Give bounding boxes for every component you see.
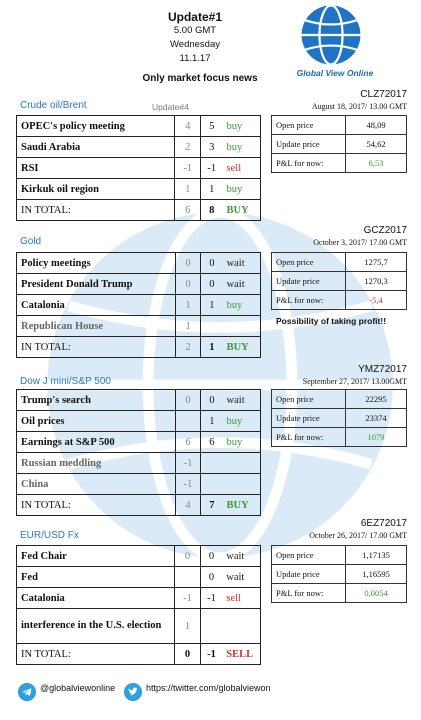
factor-prev: 1 — [175, 609, 200, 644]
total-row — [17, 495, 261, 516]
factor-action: buy — [223, 137, 261, 158]
crude-factor-table — [16, 115, 261, 221]
twitter-icon[interactable] — [124, 683, 142, 701]
factor-prev: 0 — [175, 546, 200, 567]
table-row — [17, 253, 261, 274]
price-key: Open price — [272, 253, 346, 272]
update-title: Update#1 — [167, 10, 223, 24]
factor-action — [223, 474, 261, 495]
table-row — [17, 390, 261, 411]
price-row — [272, 428, 407, 447]
factor-score — [201, 453, 223, 474]
price-value: 1270,3 — [346, 272, 407, 291]
price-row — [272, 409, 407, 428]
price-value: 48,09 — [346, 116, 407, 135]
factor-label: Fed — [17, 567, 175, 588]
factor-label: Russian meddling — [17, 453, 176, 474]
factor-action: sell — [222, 588, 260, 609]
section-title-dow: Dow J mini/S&P 500 — [20, 376, 111, 387]
telegram-icon[interactable] — [18, 683, 36, 701]
section-subtitle-crude: Update#4 — [152, 102, 189, 112]
table-row — [17, 588, 261, 609]
price-value: 23374 — [346, 409, 407, 428]
pnl-value: 6,53 — [346, 154, 407, 173]
price-row — [272, 291, 407, 310]
factor-prev: -1 — [175, 474, 200, 495]
total-score: -1 — [200, 644, 222, 665]
factor-prev: -1 — [175, 158, 200, 179]
price-key: Update price — [272, 135, 346, 154]
ticker-date-dow: September 27, 2017/ 13.00GMT — [302, 377, 407, 386]
price-key: Open price — [272, 116, 346, 135]
factor-score: 1 — [200, 179, 222, 200]
price-key: P&L for now: — [272, 154, 346, 173]
pnl-value: -5,4 — [346, 291, 407, 310]
factor-label: OPEC's policy meeting — [17, 116, 175, 137]
factor-label: Saudi Arabia — [17, 137, 175, 158]
factor-label: Catalonia — [17, 295, 176, 316]
price-row — [272, 584, 407, 603]
price-key: P&L for now: — [272, 291, 346, 310]
dow-price-table — [271, 389, 407, 447]
factor-label: President Donald Trump — [17, 274, 176, 295]
factor-score — [201, 316, 223, 337]
factor-label: Earnings at S&P 500 — [17, 432, 176, 453]
price-row — [272, 116, 407, 135]
factor-score: 0 — [201, 253, 223, 274]
factor-prev: 2 — [175, 137, 200, 158]
ticker-date-crude: August 18, 2017/ 13.00 GMT — [311, 102, 407, 111]
factor-action — [223, 316, 261, 337]
factor-label: Republican House — [17, 316, 176, 337]
total-label: IN TOTAL: — [17, 337, 176, 358]
factor-prev: 1 — [176, 316, 201, 337]
total-action: BUY — [223, 337, 261, 358]
factor-label: Trump's search — [17, 390, 176, 411]
factor-label: Kirkuk oil region — [17, 179, 175, 200]
ticker-crude: CLZ72017 — [360, 89, 407, 100]
table-row — [17, 295, 261, 316]
eurusd-price-table — [271, 545, 407, 603]
factor-prev — [175, 411, 200, 432]
table-row — [17, 432, 261, 453]
telegram-link[interactable]: @globalviewonline — [40, 683, 116, 693]
factor-action: buy — [223, 116, 261, 137]
table-row — [17, 274, 261, 295]
eurusd-factor-table — [16, 545, 261, 665]
table-row — [17, 137, 261, 158]
table-row — [17, 411, 261, 432]
price-key: P&L for now: — [272, 428, 346, 447]
factor-label: China — [17, 474, 176, 495]
update-time: 5.00 GMT — [173, 25, 217, 36]
total-row — [17, 337, 261, 358]
price-row — [272, 390, 407, 409]
factor-score: 0 — [200, 546, 222, 567]
price-key: Update price — [272, 409, 346, 428]
factor-prev: 0 — [176, 253, 201, 274]
total-label: IN TOTAL: — [17, 644, 175, 665]
update-weekday: Wednesday — [170, 39, 220, 50]
total-prev: 4 — [175, 495, 200, 516]
factor-prev: 1 — [175, 179, 200, 200]
total-label: IN TOTAL: — [17, 200, 175, 221]
factor-action: buy — [223, 411, 261, 432]
total-prev: 2 — [176, 337, 201, 358]
gold-factor-table — [16, 252, 261, 358]
factor-action: wait — [223, 253, 261, 274]
factor-label: Catalonia — [17, 588, 175, 609]
price-value: 54,62 — [346, 135, 407, 154]
factor-prev: -1 — [175, 453, 200, 474]
table-row — [17, 453, 261, 474]
twitter-link[interactable]: https://twitter.com/globalviewon — [146, 683, 271, 693]
price-key: Update price — [272, 272, 346, 291]
pnl-value: 1079 — [346, 428, 407, 447]
factor-score — [201, 474, 223, 495]
gold-price-table — [271, 252, 407, 310]
factor-action — [223, 453, 261, 474]
ticker-dow: YMZ72017 — [358, 364, 407, 375]
price-key: Update price — [272, 565, 346, 584]
factor-score: 5 — [200, 116, 222, 137]
price-row — [272, 253, 407, 272]
factor-action: buy — [223, 295, 261, 316]
factor-label: interference in the U.S. election — [17, 609, 175, 644]
factor-prev: -1 — [175, 588, 200, 609]
factor-score: 6 — [201, 432, 223, 453]
factor-score: 0 — [201, 390, 223, 411]
total-action: BUY — [223, 200, 261, 221]
update-date: 11.1.17 — [179, 53, 211, 64]
factor-prev: 0 — [176, 274, 201, 295]
factor-action: wait — [222, 567, 260, 588]
ticker-gold: GCZ2017 — [363, 225, 407, 236]
price-key: Open price — [272, 390, 346, 409]
price-row — [272, 565, 407, 584]
ticker-date-gold: October 3, 2017/ 17.00 GMT — [313, 238, 407, 247]
ticker-date-eurusd: October 26, 2017/ 17.00 GMT — [309, 531, 407, 540]
factor-label: Fed Chair — [17, 546, 175, 567]
factor-prev: 1 — [176, 295, 201, 316]
total-score: 1 — [201, 337, 223, 358]
crude-price-table — [271, 115, 407, 173]
factor-action — [222, 609, 260, 644]
factor-prev: 4 — [175, 116, 200, 137]
price-value: 1,17135 — [346, 546, 407, 565]
focus-text: Only market focus news — [142, 73, 258, 84]
factor-action: wait — [223, 274, 261, 295]
total-prev: 0 — [175, 644, 200, 665]
factor-score: 0 — [200, 567, 222, 588]
dow-factor-table — [16, 389, 261, 516]
factor-action: wait — [222, 546, 260, 567]
ticker-eurusd: 6EZ72017 — [360, 518, 407, 529]
section-title-crude: Crude oil/Brent — [20, 100, 87, 111]
factor-prev — [175, 567, 200, 588]
price-key: Open price — [272, 546, 346, 565]
factor-score: 0 — [201, 274, 223, 295]
factor-action: buy — [223, 432, 261, 453]
factor-label: Oil prices — [17, 411, 176, 432]
factor-action: buy — [223, 179, 261, 200]
price-value: 1275,7 — [346, 253, 407, 272]
table-row — [17, 546, 261, 567]
table-row — [17, 116, 261, 137]
factor-prev: 0 — [175, 390, 200, 411]
table-row — [17, 567, 261, 588]
profit-note: Possibility of taking profit!! — [276, 316, 387, 326]
factor-action: sell — [223, 158, 261, 179]
factor-prev: 6 — [175, 432, 200, 453]
table-row — [17, 158, 261, 179]
pnl-value: 0,0054 — [346, 584, 407, 603]
section-title-eurusd: EUR/USD Fx — [20, 530, 79, 541]
price-value: 1,16595 — [346, 565, 407, 584]
factor-score: 3 — [200, 137, 222, 158]
total-score: 7 — [201, 495, 223, 516]
table-row — [17, 316, 261, 337]
total-score: 8 — [200, 200, 222, 221]
factor-action: wait — [223, 390, 261, 411]
logo-text: Global View Online — [296, 68, 374, 78]
price-row — [272, 154, 407, 173]
factor-score: -1 — [200, 158, 222, 179]
factor-score: -1 — [200, 588, 222, 609]
total-row — [17, 200, 261, 221]
section-title-gold: Gold — [20, 236, 42, 247]
table-row — [17, 474, 261, 495]
factor-score: 1 — [201, 411, 223, 432]
total-prev: 6 — [175, 200, 200, 221]
price-row — [272, 546, 407, 565]
total-label: IN TOTAL: — [17, 495, 176, 516]
total-action: BUY — [223, 495, 261, 516]
globe-logo-icon — [295, 3, 367, 67]
factor-score: 1 — [201, 295, 223, 316]
total-action: SELL — [222, 644, 260, 665]
price-row — [272, 135, 407, 154]
factor-score — [200, 609, 222, 644]
report-header — [120, 10, 270, 66]
price-value: 22295 — [346, 390, 407, 409]
price-row — [272, 272, 407, 291]
table-row — [17, 609, 261, 644]
factor-label: RSI — [17, 158, 175, 179]
price-key: P&L for now: — [272, 584, 346, 603]
total-row — [17, 644, 261, 665]
table-row — [17, 179, 261, 200]
factor-label: Policy meetings — [17, 253, 176, 274]
